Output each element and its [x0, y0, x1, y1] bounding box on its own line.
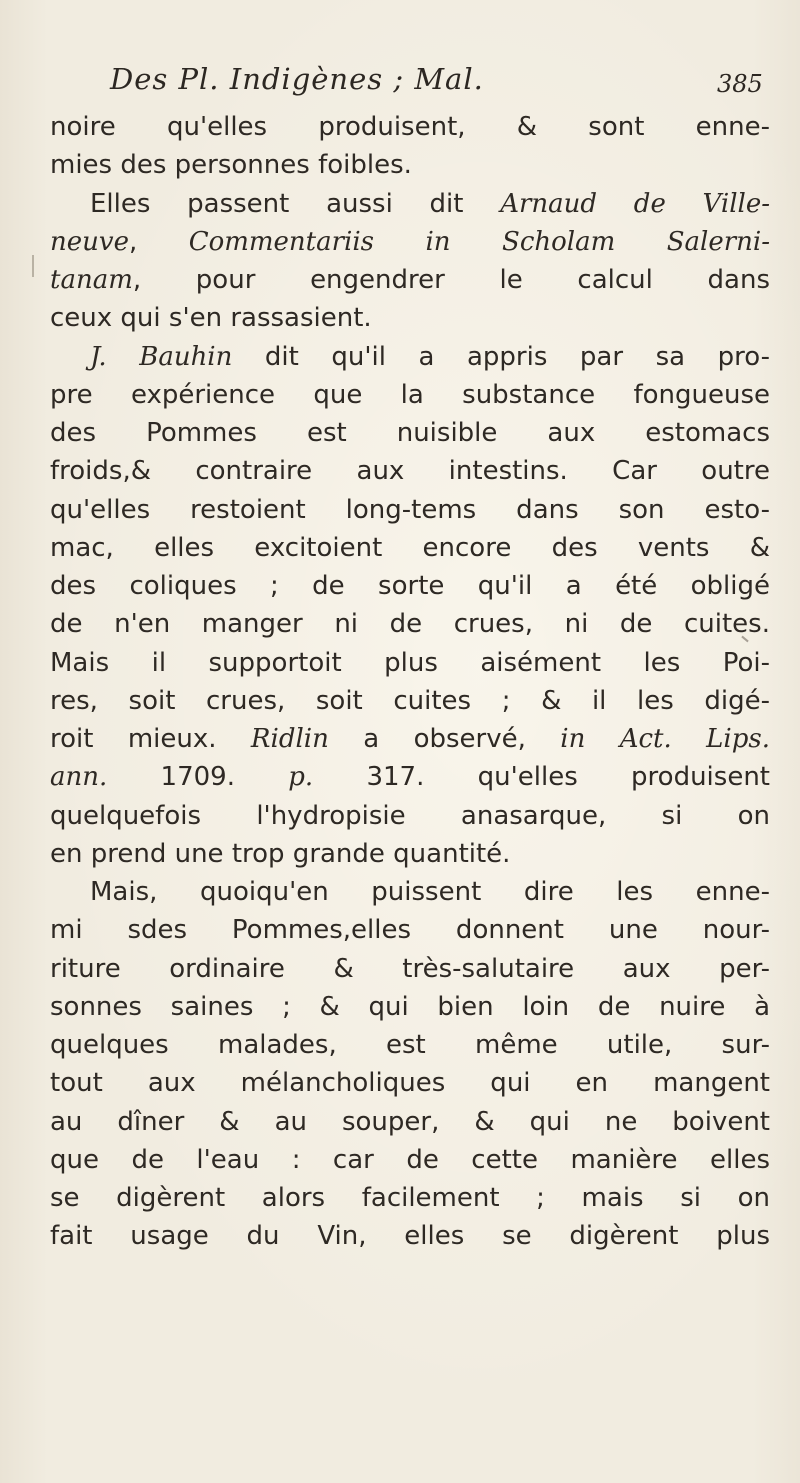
text-segment: ceux qui s'en rassasient.: [50, 303, 372, 334]
text-segment: mac, elles excitoient encore des vents &: [50, 532, 770, 563]
text-segment: qu'elles restoient long-tems dans son esto-: [50, 494, 770, 525]
text-segment: dit qu'il a appris par sa pro-: [232, 341, 770, 372]
text-segment: mi sdes Pommes,elles donnent une nour-: [50, 915, 770, 946]
text-line: [50, 146, 770, 184]
text-segment: roit mieux.: [50, 724, 251, 754]
text-segment: froids,& contraire aux intestins. Car outre: [50, 456, 770, 487]
text-segment: riture ordinaire & très-salutaire aux per-: [50, 953, 770, 984]
text-line: [50, 720, 770, 758]
page-header: [0, 62, 800, 102]
italic-segment: neuve: [50, 226, 129, 257]
text-segment: se digèrent alors facilement ; mais si on: [50, 1183, 770, 1213]
text-segment: fait usage du Vin, elles se digèrent plus: [50, 1221, 770, 1252]
running-head: Des Pl. Indigènes ; Mal.: [110, 62, 484, 96]
text-line: [50, 452, 770, 490]
text-line: [50, 911, 770, 949]
text-segment: pre expérience que la substance fongueuse: [50, 379, 770, 410]
text-line: [50, 797, 770, 835]
text-segment: 317. qu'elles produisent: [313, 762, 770, 793]
text-line: [50, 1141, 770, 1179]
text-line: [50, 950, 770, 988]
text-line: [50, 1179, 770, 1217]
text-line: [50, 835, 770, 873]
body-text: [50, 108, 770, 1256]
text-line: [50, 529, 770, 567]
text-line: [50, 758, 770, 796]
text-segment: quelques malades, est même utile, sur-: [50, 1030, 770, 1060]
italic-segment: Ridlin: [250, 724, 329, 754]
text-line: [50, 1026, 770, 1064]
text-segment: de n'en manger ni de crues, ni de cuites.: [50, 609, 770, 640]
text-segment: ,: [128, 226, 189, 257]
text-segment: noire qu'elles produisent, & sont enne-: [50, 112, 770, 142]
text-line: [50, 644, 770, 682]
text-segment: 1709.: [107, 762, 289, 793]
text-line: [50, 338, 770, 376]
text-line: [50, 223, 770, 261]
italic-segment: Commentariis in Scholam Salerni-: [188, 226, 770, 257]
italic-segment: ann.: [50, 762, 108, 793]
text-line: [50, 108, 770, 146]
text-segment: que de l'eau : car de cette manière elles: [50, 1144, 770, 1175]
text-line: [50, 376, 770, 414]
italic-segment: Arnaud de Ville-: [500, 188, 770, 219]
text-line: [50, 873, 770, 911]
text-segment: tout aux mélancholiques qui en mangent: [50, 1068, 770, 1099]
italic-segment: tanam: [50, 265, 133, 295]
text-segment: en prend une trop grande quantité.: [50, 838, 511, 869]
text-segment: au dîner & au souper, & qui ne boivent: [50, 1106, 770, 1137]
text-line: [50, 988, 770, 1026]
text-line: [50, 1103, 770, 1141]
text-line: [50, 414, 770, 452]
text-line: [50, 1217, 770, 1255]
text-segment: , pour engendrer le calcul dans: [132, 265, 770, 295]
margin-mark: [32, 255, 34, 277]
text-line: [50, 261, 770, 299]
text-segment: sonnes saines ; & qui bien loin de nuire à: [50, 991, 770, 1022]
text-segment: Mais, quoiqu'en puissent dire les enne-: [90, 877, 770, 907]
text-line: [50, 185, 770, 223]
text-segment: a observé,: [328, 724, 561, 754]
text-line: [50, 1064, 770, 1102]
text-segment: quelquefois l'hydropisie anasarque, si on: [50, 800, 770, 831]
text-segment: Mais il supportoit plus aisément les Poi-: [50, 647, 770, 678]
text-line: [50, 682, 770, 720]
text-segment: Elles passent aussi dit: [90, 188, 501, 219]
text-line: [50, 491, 770, 529]
text-segment: mies des personnes foibles.: [50, 150, 412, 181]
text-segment: des Pommes est nuisible aux estomacs: [50, 418, 770, 448]
text-segment: res, soit crues, soit cuites ; & il les digé-: [50, 685, 770, 716]
text-line: [50, 299, 770, 337]
italic-segment: p.: [288, 762, 314, 793]
text-segment: des coliques ; de sorte qu'il a été obligé: [50, 571, 770, 601]
text-line: [50, 567, 770, 605]
page-number: 385: [717, 70, 763, 98]
text-line: [50, 605, 770, 643]
italic-segment: J. Bauhin: [90, 341, 233, 372]
italic-segment: in Act. Lips.: [560, 724, 770, 754]
